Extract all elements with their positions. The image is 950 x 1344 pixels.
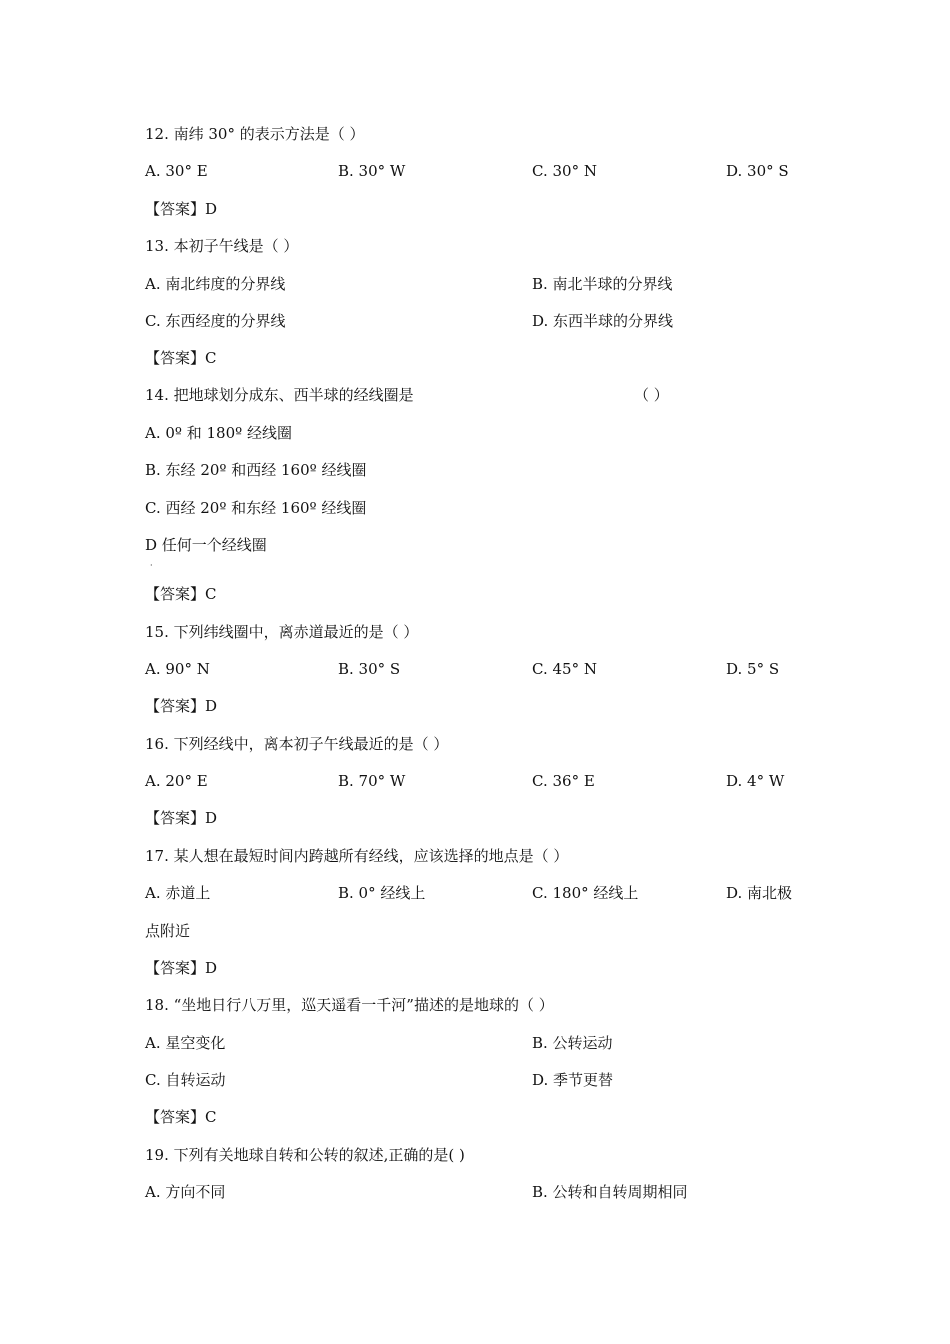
question-13-option-b: B. 南北半球的分界线: [532, 275, 673, 293]
question-16-option-d: D. 4° W: [726, 772, 785, 790]
question-18-option-d: D. 季节更替: [532, 1071, 614, 1089]
question-13-option-c: C. 东西经度的分界线: [145, 312, 286, 330]
question-15-option-b: B. 30° S: [338, 660, 401, 678]
question-12-option-b: B. 30° W: [338, 162, 406, 180]
question-15-stem: 15. 下列纬线圈中，离赤道最近的是（ ）: [145, 623, 419, 641]
question-18-option-a: A. 星空变化: [145, 1034, 226, 1052]
question-14-option-d: D 任何一个经线圈: [145, 536, 267, 554]
question-14-stem-paren: （ ）: [634, 386, 669, 404]
question-18-option-c: C. 自转运动: [145, 1071, 226, 1089]
question-17-answer: 【答案】D: [145, 959, 218, 977]
question-17-option-c: C. 180° 经线上: [532, 884, 639, 902]
question-17-option-b: B. 0° 经线上: [338, 884, 426, 902]
question-13-option-a: A. 南北纬度的分界线: [145, 275, 286, 293]
question-12-option-c: C. 30° N: [532, 162, 597, 180]
question-18-option-b: B. 公转运动: [532, 1034, 613, 1052]
question-16-option-c: C. 36° E: [532, 772, 595, 790]
question-19-option-b: B. 公转和自转周期相同: [532, 1183, 688, 1201]
question-14-option-b: B. 东经 20º 和西经 160º 经线圈: [145, 461, 367, 479]
question-13-stem: 13. 本初子午线是（ ）: [145, 237, 299, 255]
question-16-answer: 【答案】D: [145, 809, 218, 827]
question-12-option-a: A. 30° E: [145, 162, 208, 180]
question-16-option-a: A. 20° E: [145, 772, 208, 790]
question-14-answer: 【答案】C: [145, 585, 217, 603]
question-13-answer: 【答案】C: [145, 349, 217, 367]
question-14-option-c: C. 西经 20º 和东经 160º 经线圈: [145, 499, 367, 517]
question-17-option-a: A. 赤道上: [145, 884, 211, 902]
question-13-option-d: D. 东西半球的分界线: [532, 312, 674, 330]
question-17-option-d-continued: 点附近: [145, 922, 191, 940]
question-16-option-b: B. 70° W: [338, 772, 406, 790]
question-12-stem: 12. 南纬 30° 的表示方法是（ ）: [145, 125, 365, 143]
question-19-stem: 19. 下列有关地球自转和公转的叙述,正确的是( ): [145, 1146, 465, 1164]
question-18-stem: 18. “坐地日行八万里，巡天遥看一千河”描述的是地球的（ ）: [145, 996, 554, 1014]
question-19-option-a: A. 方向不同: [145, 1183, 226, 1201]
question-14-option-a: A. 0º 和 180º 经线圈: [145, 424, 292, 442]
question-12-option-d: D. 30° S: [726, 162, 789, 180]
question-16-stem: 16. 下列经线中，离本初子午线最近的是（ ）: [145, 735, 449, 753]
question-15-option-d: D. 5° S: [726, 660, 780, 678]
question-14-stem: 14. 把地球划分成东、西半球的经线圈是: [145, 386, 414, 404]
question-17-option-d: D. 南北极: [726, 884, 793, 902]
question-15-option-a: A. 90° N: [145, 660, 210, 678]
question-18-answer: 【答案】C: [145, 1108, 217, 1126]
stray-dot-mark: ·: [150, 561, 153, 570]
question-15-option-c: C. 45° N: [532, 660, 597, 678]
question-12-answer: 【答案】D: [145, 200, 218, 218]
question-17-stem: 17. 某人想在最短时间内跨越所有经线，应该选择的地点是（ ）: [145, 847, 569, 865]
question-15-answer: 【答案】D: [145, 697, 218, 715]
